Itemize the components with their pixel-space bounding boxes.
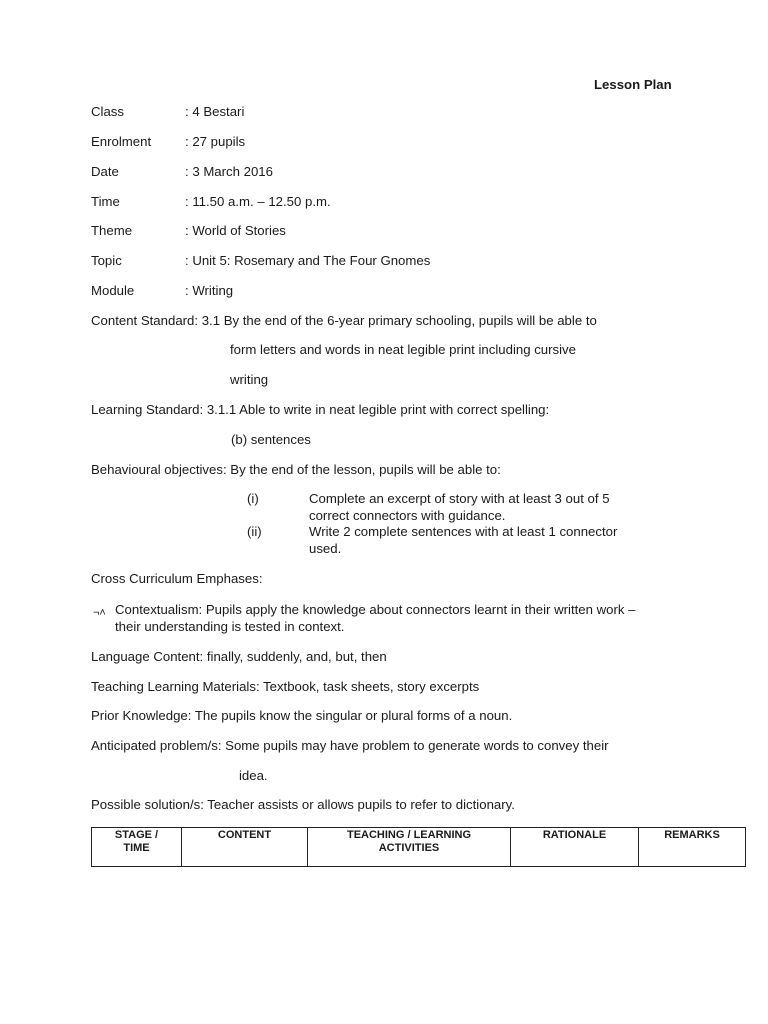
behavioural-objectives-heading: Behavioural objectives: By the end of the lesson, pupils will be able to:	[91, 462, 501, 477]
cross-curriculum-line-2: their understanding is tested in context.	[115, 619, 345, 634]
class-value: : 4 Bestari	[185, 104, 245, 119]
possible-solution: Possible solution/s: Teacher assists or allows pupils to refer to dictionary.	[91, 797, 515, 812]
cross-curriculum-line-1: Contextualism: Pupils apply the knowledge about connectors learnt in their written work –	[115, 602, 636, 617]
topic-value: : Unit 5: Rosemary and The Four Gnomes	[185, 253, 431, 268]
bullet-icon: ¬˄	[93, 607, 106, 619]
table-header-row	[92, 828, 746, 867]
header-line: STAGE /	[114, 829, 159, 841]
objective-text-line-2: used.	[309, 541, 342, 556]
lesson-stage-table	[91, 827, 746, 867]
learning-standard-line-2: (b) sentences	[231, 432, 311, 447]
header-line: CONTENT	[217, 829, 272, 841]
header-line: RATIONALE	[542, 829, 607, 841]
learning-standard-line-1: Learning Standard: 3.1.1 Able to write in neat legible print with correct spelling:	[91, 402, 550, 417]
module-label: Module	[91, 283, 135, 298]
teaching-materials: Teaching Learning Materials: Textbook, task sheets, story excerpts	[91, 679, 480, 694]
objective-text-line-1: Complete an excerpt of story with at least 3 out of 5	[309, 491, 610, 506]
header-remarks	[639, 828, 746, 867]
header-stage-time	[92, 828, 182, 867]
date-label: Date	[91, 164, 119, 179]
content-standard-line-1: Content Standard: 3.1 By the end of the 6-year primary schooling, pupils will be able to	[91, 313, 597, 328]
document-title: Lesson Plan	[594, 77, 672, 92]
time-label: Time	[91, 194, 120, 209]
content-standard-line-3: writing	[230, 372, 269, 387]
header-teaching-learning-activities	[308, 828, 511, 867]
objective-text-line-2: correct connectors with guidance.	[309, 508, 506, 523]
topic-label: Topic	[91, 253, 122, 268]
header-content	[182, 828, 308, 867]
class-label: Class	[91, 104, 124, 119]
theme-value: : World of Stories	[185, 223, 286, 238]
time-value: : 11.50 a.m. – 12.50 p.m.	[185, 194, 331, 209]
objective-number: (ii)	[247, 524, 262, 539]
anticipated-problem-line-2: idea.	[239, 768, 268, 783]
objective-text-line-1: Write 2 complete sentences with at least 1 connector	[309, 524, 618, 539]
anticipated-problem-line-1: Anticipated problem/s: Some pupils may have problem to generate words to convey their	[91, 738, 609, 753]
enrolment-value: : 27 pupils	[185, 134, 246, 149]
prior-knowledge: Prior Knowledge: The pupils know the singular or plural forms of a noun.	[91, 708, 513, 723]
enrolment-label: Enrolment	[91, 134, 152, 149]
objective-number: (i)	[247, 491, 259, 506]
header-rationale	[511, 828, 639, 867]
date-value: : 3 March 2016	[185, 164, 273, 179]
module-value: : Writing	[185, 283, 234, 298]
theme-label: Theme	[91, 223, 133, 238]
header-line: REMARKS	[664, 829, 720, 841]
header-line: ACTIVITIES	[378, 841, 440, 854]
header-line: TEACHING / LEARNING	[346, 829, 472, 841]
content-standard-line-2: form letters and words in neat legible print including cursive	[230, 342, 576, 357]
cross-curriculum-heading: Cross Curriculum Emphases:	[91, 571, 263, 586]
header-line: TIME	[123, 841, 150, 854]
language-content: Language Content: finally, suddenly, and, but, then	[91, 649, 387, 664]
